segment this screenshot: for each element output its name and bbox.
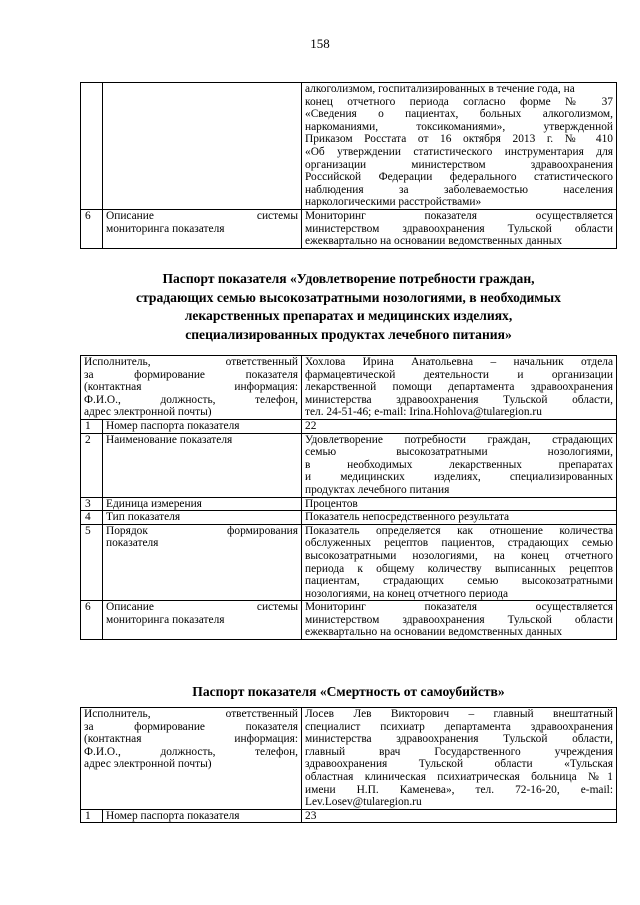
row-label: Номер паспорта показателя	[103, 419, 302, 433]
table-row	[81, 708, 617, 810]
value-line: Показатель определяется как отношение количества	[305, 524, 613, 537]
label-line: показателя	[106, 537, 159, 550]
table-row	[81, 419, 617, 433]
value-line: ежеквартально на основании ведомственных данных	[305, 626, 563, 639]
row-label: Тип показателя	[103, 511, 302, 525]
row-number: 2	[81, 433, 103, 497]
value-line: обслуженных рецептов пациентов, страдающих семью	[305, 537, 613, 550]
row-number: 1	[81, 809, 103, 823]
label-line: мониторинга показателя	[106, 613, 225, 626]
table-row	[81, 356, 617, 420]
value-line: Лосев Лев Викторович – главный внештатный	[305, 708, 613, 720]
value-line: тел. 24-51-46; e-mail: Irina.Hohlova@tularegion.ru	[305, 406, 542, 419]
row-value	[302, 433, 617, 497]
value-line: Мониторинг показателя осуществляется	[305, 601, 613, 614]
value-line: лекарственной помощи департамента здравоохранения	[305, 381, 613, 394]
executor-value	[302, 356, 617, 420]
table-row	[81, 809, 617, 823]
page-number: 158	[310, 36, 330, 51]
row-number: 1	[81, 419, 103, 433]
row-label	[103, 83, 302, 210]
value-line: конец отчетного периода согласно форме № 37	[305, 95, 613, 108]
row-number: 6	[81, 209, 103, 248]
value-line: имени Н.П. Каменева», тел. 72-16-20, e-mail:	[305, 783, 613, 796]
value-line: Lev.Losev@tularegion.ru	[305, 796, 422, 809]
table-row	[81, 497, 617, 511]
row-label: Номер паспорта показателя	[103, 809, 302, 823]
value-line: ежеквартально на основании ведомственных данных	[305, 235, 563, 248]
executor-label	[81, 708, 302, 810]
value-line: высокозатратными нозологиями, на конец отчетного	[305, 549, 613, 562]
table-row	[81, 83, 617, 210]
value-line: наркологическими расстройствами»	[305, 196, 482, 209]
value-line: министерства здравоохранения Тульской области,	[305, 393, 613, 406]
table-row	[81, 524, 617, 601]
value-line: Удовлетворение потребности граждан, страдающих	[305, 433, 613, 446]
row-value: 23	[302, 809, 617, 823]
title-line: страдающих семью высокозатратными нозологиями, в необходимых	[136, 289, 561, 305]
row-value: Процентов	[302, 497, 617, 511]
value-line: «Об утверждении статистического инструментария для	[305, 145, 613, 158]
row-value: Показатель непосредственного результата	[302, 511, 617, 525]
table-row	[81, 511, 617, 525]
title-line: специализированных продуктах лечебного питания»	[185, 326, 512, 342]
value-line: алкоголизмом, госпитализированных в течение года, на	[305, 83, 575, 95]
label-line: Ф.И.О., должность, телефон,	[84, 393, 299, 406]
value-line: наркоманиями, токсикоманиями», утвержденной	[305, 120, 613, 133]
title-line: лекарственных препаратах и медицинских изделиях,	[184, 308, 513, 323]
value-line: Приказом Росстата от 16 октября 2013 г. № 410	[305, 133, 613, 146]
value-line: пациентам, страдающих семью высокозатратными	[305, 575, 613, 588]
row-value	[302, 601, 617, 640]
value-line: периода к общему количеству выписанных рецептов	[305, 562, 613, 575]
value-line: министерством здравоохранения Тульской области	[305, 613, 613, 626]
value-line: министерством здравоохранения Тульской области	[305, 222, 613, 235]
title-line: Паспорт показателя «Удовлетворение потребности граждан,	[162, 271, 535, 286]
table-row	[81, 433, 617, 497]
value-line: Мониторинг показателя осуществляется	[305, 209, 613, 222]
value-line: областная клиническая психиатрическая больница №1	[305, 770, 613, 783]
section-title: Паспорт показателя «Смертность от самоубийств»	[192, 684, 505, 699]
table-indicator-23	[80, 707, 617, 823]
value-line: Российской Федерации федерального статистического	[305, 171, 613, 184]
label-line: (контактная информация:	[84, 381, 299, 394]
label-line: (контактная информация:	[84, 733, 299, 746]
label-line: за формирование показателя	[84, 720, 299, 733]
executor-value	[302, 708, 617, 810]
row-label	[103, 601, 302, 640]
row-value	[302, 83, 617, 210]
table-row	[81, 601, 617, 640]
row-value: 22	[302, 419, 617, 433]
row-number: 3	[81, 497, 103, 511]
row-number	[81, 83, 103, 210]
label-line: за формирование показателя	[84, 368, 299, 381]
value-line: специалист психиатр департамента здравоохранения	[305, 720, 613, 733]
label-line: Ф.И.О., должность, телефон,	[84, 745, 299, 758]
row-number: 4	[81, 511, 103, 525]
row-number: 6	[81, 601, 103, 640]
label-line: адрес электронной почты)	[84, 406, 212, 419]
table-continuation	[80, 82, 617, 249]
value-line: здравоохранения Тульской области «Тульская	[305, 758, 613, 771]
row-label	[103, 209, 302, 248]
value-line: «Сведения о пациентах, больных алкоголизмом,	[305, 108, 613, 121]
value-line: министерства здравоохранения Тульской области,	[305, 733, 613, 746]
value-line: фармацевтической деятельности и организации	[305, 368, 613, 381]
value-line: главный врач Государственного учреждения	[305, 745, 613, 758]
row-label: Наименование показателя	[103, 433, 302, 497]
section-title	[80, 270, 617, 344]
value-line: продуктах лечебного питания	[305, 483, 450, 496]
value-line: наблюдения за заболеваемостью населения	[305, 183, 613, 196]
label-line: Описание системы	[106, 601, 299, 614]
value-line: в необходимых лекарственных препаратах	[305, 458, 613, 471]
table-indicator-22	[80, 355, 617, 640]
label-line: мониторинга показателя	[106, 222, 225, 235]
row-number: 5	[81, 524, 103, 601]
label-line: Описание системы	[106, 209, 298, 222]
value-line: семью высокозатратными нозологиями,	[305, 446, 613, 459]
row-value	[302, 524, 617, 601]
value-line: нозологиями, на конец отчетного периода	[305, 587, 509, 600]
label-line: адрес электронной почты)	[84, 758, 212, 771]
label-line: Исполнитель, ответственный	[84, 708, 299, 720]
value-line: организации министерством здравоохранения	[305, 158, 613, 171]
label-line: Исполнитель, ответственный	[84, 356, 299, 368]
table-row	[81, 209, 617, 248]
value-line: и медицинских изделиях, специализированных	[305, 471, 613, 484]
row-label	[103, 524, 302, 601]
value-line: Хохлова Ирина Анатольевна – начальник отдела	[305, 356, 613, 368]
executor-label	[81, 356, 302, 420]
label-line: Порядок формирования	[106, 524, 299, 537]
row-value	[302, 209, 617, 248]
row-label: Единица измерения	[103, 497, 302, 511]
